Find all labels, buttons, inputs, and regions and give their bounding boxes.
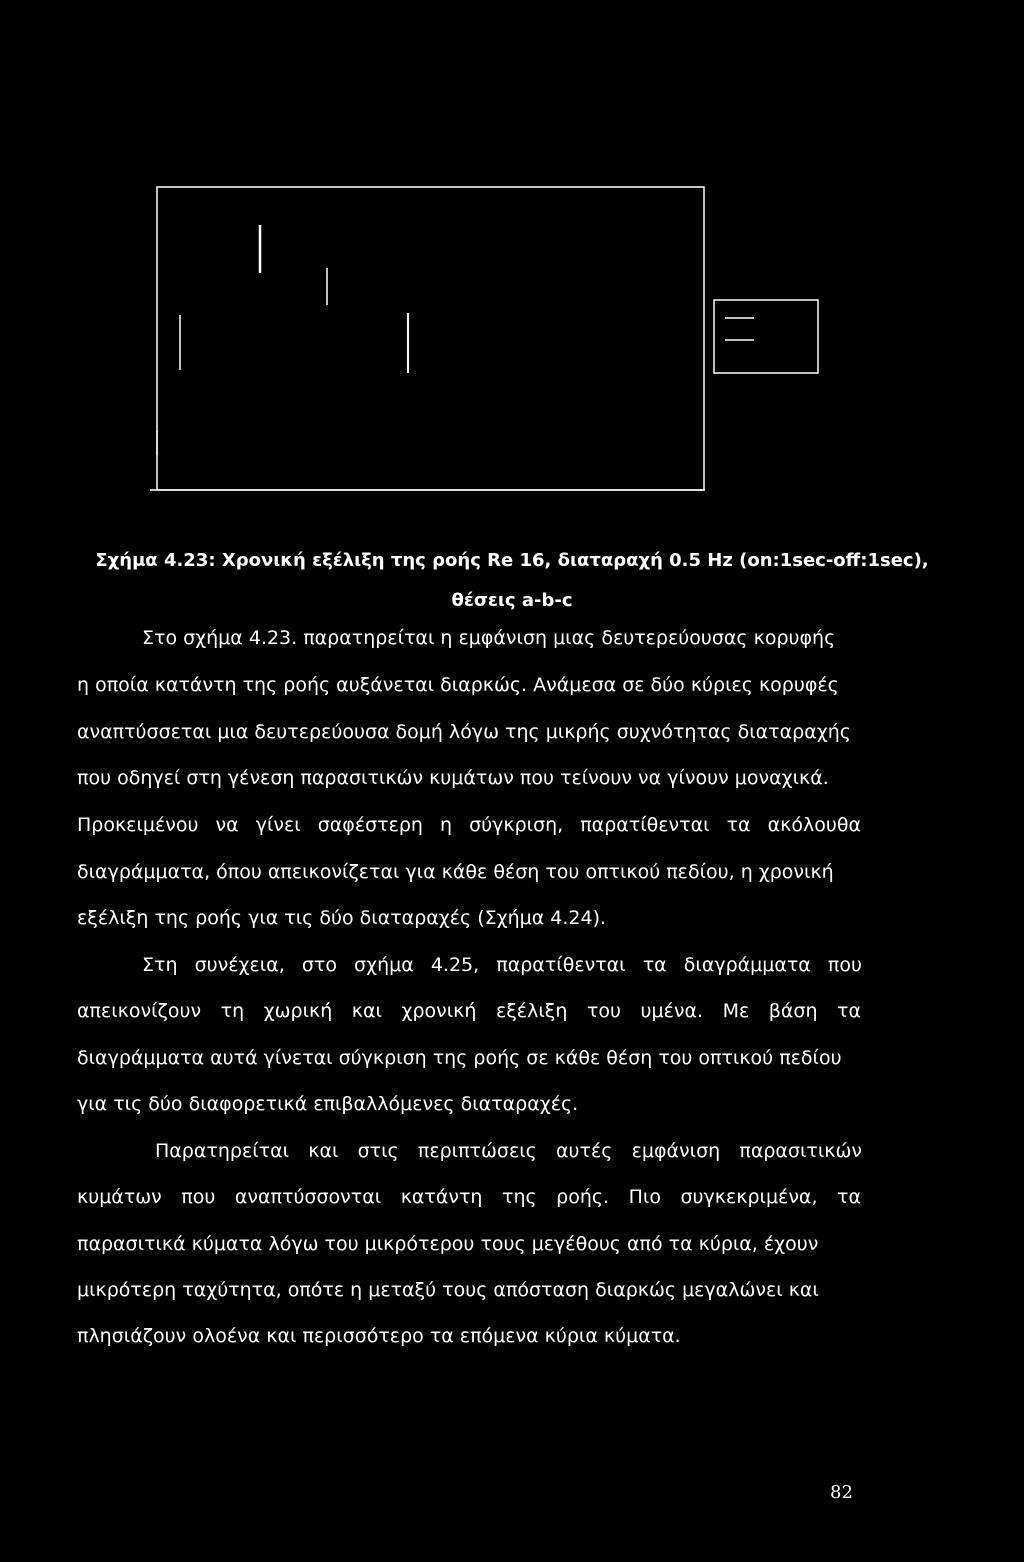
figure-caption-line-2: θέσεις a-b-c — [451, 590, 573, 611]
body-line-2: η οποία κατάντη της ροής αυξάνεται διαρκώς. Ανάμεσα σε δύο κύριες κορυφές — [77, 674, 839, 696]
body-line-8: Στη συνέχεια, στο σχήμα 4.25, παρατίθενται τα διαγράμματα που — [142, 954, 862, 976]
body-line-9: απεικονίζουν τη χωρική και χρονική εξέλιξη του υμένα. Με βάση τα — [77, 1000, 861, 1022]
body-line-5: Προκειμένου να γίνει σαφέστερη η σύγκριση, παρατίθενται τα ακόλουθα — [77, 814, 861, 836]
body-line-6: διαγράμματα, όπου απεικονίζεται για κάθε θέση του οπτικού πεδίου, η χρονική — [77, 861, 834, 883]
body-line-3: αναπτύσσεται μια δευτερεύουσα δομή λόγω της μικρής συχνότητας διαταραχής — [77, 721, 851, 743]
page-number: 82 — [830, 1482, 853, 1503]
body-line-12: Παρατηρείται και στις περιπτώσεις αυτές εμφάνιση παρασιτικών — [155, 1140, 862, 1162]
figure-caption-line-1: Σχήμα 4.23: Χρονική εξέλιξη της ροής Re 16, διαταραχή 0.5 Hz (on:1sec-off:1sec), — [95, 550, 929, 571]
body-line-7: εξέλιξη της ροής για τις δύο διαταραχές (Σχήμα 4.24). — [77, 907, 607, 929]
body-line-11: για τις δύο διαφορετικά επιβαλλόμενες διαταραχές. — [77, 1093, 579, 1115]
plot-frame — [157, 187, 704, 490]
body-line-4: που οδηγεί στη γένεση παρασιτικών κυμάτων που τείνουν να γίνουν μοναχικά. — [77, 767, 829, 789]
figure-4-23 — [150, 185, 830, 500]
body-line-1: Στο σχήμα 4.23. παρατηρείται η εμφάνιση μιας δευτερεύουσας κορυφής — [142, 627, 836, 649]
body-line-13: κυμάτων που αναπτύσσονται κατάντη της ροής. Πιο συγκεκριμένα, τα — [77, 1186, 861, 1208]
body-line-16: πλησιάζουν ολοένα και περισσότερο τα επόμενα κύρια κύματα. — [77, 1325, 681, 1347]
body-line-14: παρασιτικά κύματα λόγω του μικρότερου τους μεγέθους από τα κύρια, έχουν — [77, 1233, 819, 1255]
legend-box — [714, 300, 818, 373]
figure-plot — [150, 185, 830, 500]
body-line-15: μικρότερη ταχύτητα, οπότε η μεταξύ τους απόσταση διαρκώς μεγαλώνει και — [77, 1279, 819, 1301]
body-line-10: διαγράμματα αυτά γίνεται σύγκριση της ροής σε κάθε θέση του οπτικού πεδίου — [77, 1047, 842, 1069]
